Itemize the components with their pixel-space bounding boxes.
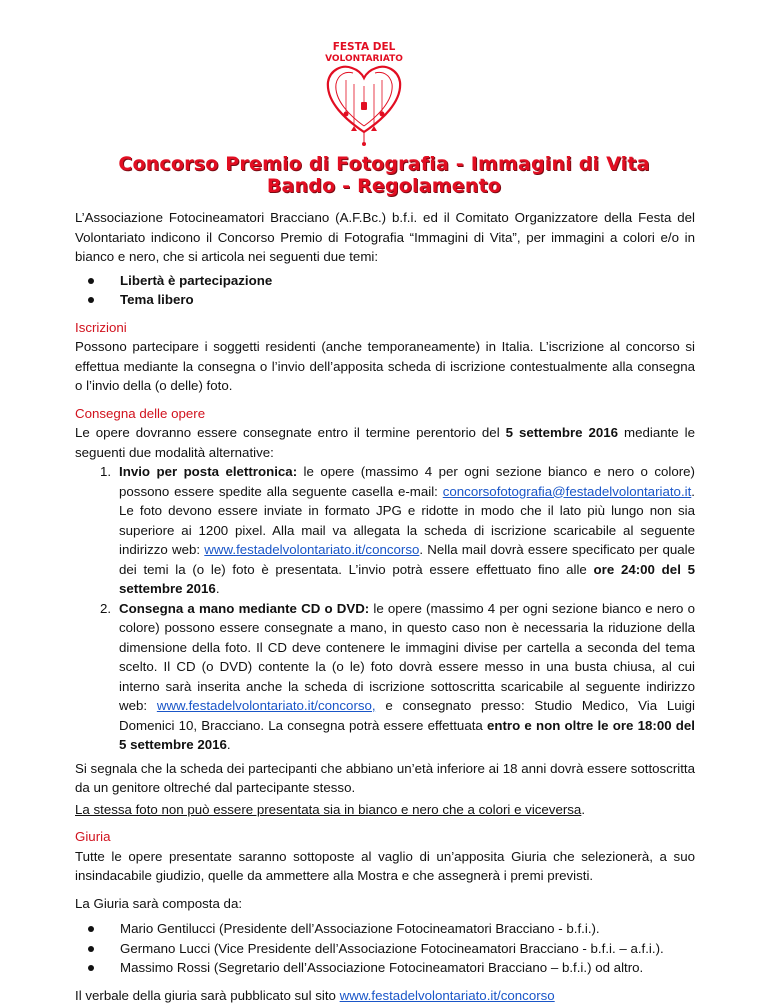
method-email-label: Invio per posta elettronica: [119,464,297,479]
delivery-methods-list [75,462,695,755]
logo-line2: VOLONTARIATO [325,54,403,64]
email-link[interactable]: concorsofotografia@festadelvolontariato.it [443,484,692,499]
giuria-composed: La Giuria sarà composta da: [75,894,695,914]
giuria-heading: Giuria [75,827,695,847]
web-link[interactable]: www.festadelvolontariato.it/concorso [340,988,555,1003]
list-item: 1. Invio per posta elettronica: le opere (massimo 4 per ogni sezione bianco e nero o colore) possono essere spedite alla seguente casella e-mail: concorsofotografia@festadelvolontariato.it. Le foto devono essere inviate in formato JPG e ridotte in modo che il lato più lungo non sia superiore ai 1200 pixel. Alla mail va allegata la scheda di iscrizione scaricabile al seguente indirizzo web: www.festadelvolontariato.it/concorso. Nella mail dovrà essere specificato per quale dei temi la (o le) foto è presentata. L’invio potrà essere effettuato fino alle ore 24:00 del 5 settembre 2016. [75,462,695,599]
deadline-date: 5 settembre 2016 [506,425,618,440]
web-link[interactable]: www.festadelvolontariato.it/concorso, [157,698,376,713]
method-cd-label: Consegna a mano mediante CD o DVD: [119,601,369,616]
list-item [75,271,695,291]
themes-list [75,271,695,310]
iscrizioni-paragraph: Possono partecipare i soggetti residenti (anche temporaneamente) in Italia. L’iscrizione al concorso si effettua mediante la consegna o l’invio dell’apposita scheda di iscrizione contestualmente alla consegna o l’invio della (o delle) foto. [75,337,695,396]
title-line2: Bando - Regolamento [0,175,768,197]
minors-paragraph: Si segnala che la scheda dei partecipanti che abbiano un’età inferiore ai 18 anni dovrà essere sottoscritta da un genitore oltreché dal partecipante stesso. [75,759,695,798]
list-item: 2. Consegna a mano mediante CD o DVD: le opere (massimo 4 per ogni sezione bianco e nero o colore) possono essere consegnate a mano, in questo caso non è necessaria la riduzione della dimensione della foto. Il CD deve contenere le immagini divise per cartella a seconda del tema scelto. Il CD (o DVD) contente la (o le) foto dovrà essere messo in una busta chiusa, al cui interno sarà inserita anche la scheda di iscrizione sottoscritta scaricabile al seguente indirizzo web: www.festadelvolontariato.it/concorso, e consegnato presso: Studio Medico, Via Luigi Domenici 10, Bracciano. La consegna potrà essere effettuata entro e non oltre le ore 18:00 del 5 settembre 2016. [75,599,695,755]
page-title [0,153,768,197]
title-line1: Concorso Premio di Fotografia - Immagini di Vita [0,153,768,175]
heart-logo-icon [306,40,422,150]
theme-label: Tema libero [120,292,194,307]
festa-del-volontariato-logo [306,40,422,150]
consegna-intro: Le opere dovranno essere consegnate entro il termine perentorio del 5 settembre 2016 mediante le seguenti due modalità alternative: [75,423,695,462]
document-body [75,208,695,1005]
verbale-paragraph: Il verbale della giuria sarà pubblicato sul sito www.festadelvolontariato.it/concorso [75,986,695,1005]
list-item: Germano Lucci (Vice Presidente dell’Associazione Fotocineamatori Bracciano - b.f.i. – a.f.i.). [75,939,695,959]
list-item [75,290,695,310]
list-item: Mario Gentilucci (Presidente dell’Associazione Fotocineamatori Bracciano - b.f.i.). [75,919,695,939]
email-deadline: ore 24:00 del 5 settembre 2016 [119,562,695,597]
intro-paragraph: L’Associazione Fotocineamatori Bracciano (A.F.Bc.) b.f.i. ed il Comitato Organizzatore della Festa del Volontariato indicono il Concorso Premio di Fotografia “Immagini di Vita”, per immagini a colori e/o in bianco e nero, che si articola nei seguenti due temi: [75,208,695,267]
logo-line1: FESTA DEL [333,41,396,53]
web-link[interactable]: www.festadelvolontariato.it/concorso [204,542,419,557]
iscrizioni-heading: Iscrizioni [75,318,695,338]
list-item: Massimo Rossi (Segretario dell’Associazione Fotocineamatori Bracciano – b.f.i.) od altro. [75,958,695,978]
single-version-note: La stessa foto non può essere presentata sia in bianco e nero che a colori e viceversa. [75,800,695,820]
theme-label: Libertà è partecipazione [120,273,272,288]
jury-members-list [75,919,695,978]
consegna-heading: Consegna delle opere [75,404,695,424]
giuria-paragraph: Tutte le opere presentate saranno sottoposte al vaglio di un’apposita Giuria che selezionerà, a suo insindacabile giudizio, quelle da ammettere alla Mostra e che assegnerà i premi previsti. [75,847,695,886]
hand-deadline: entro e non oltre le ore 18:00 del 5 settembre 2016 [119,718,695,753]
